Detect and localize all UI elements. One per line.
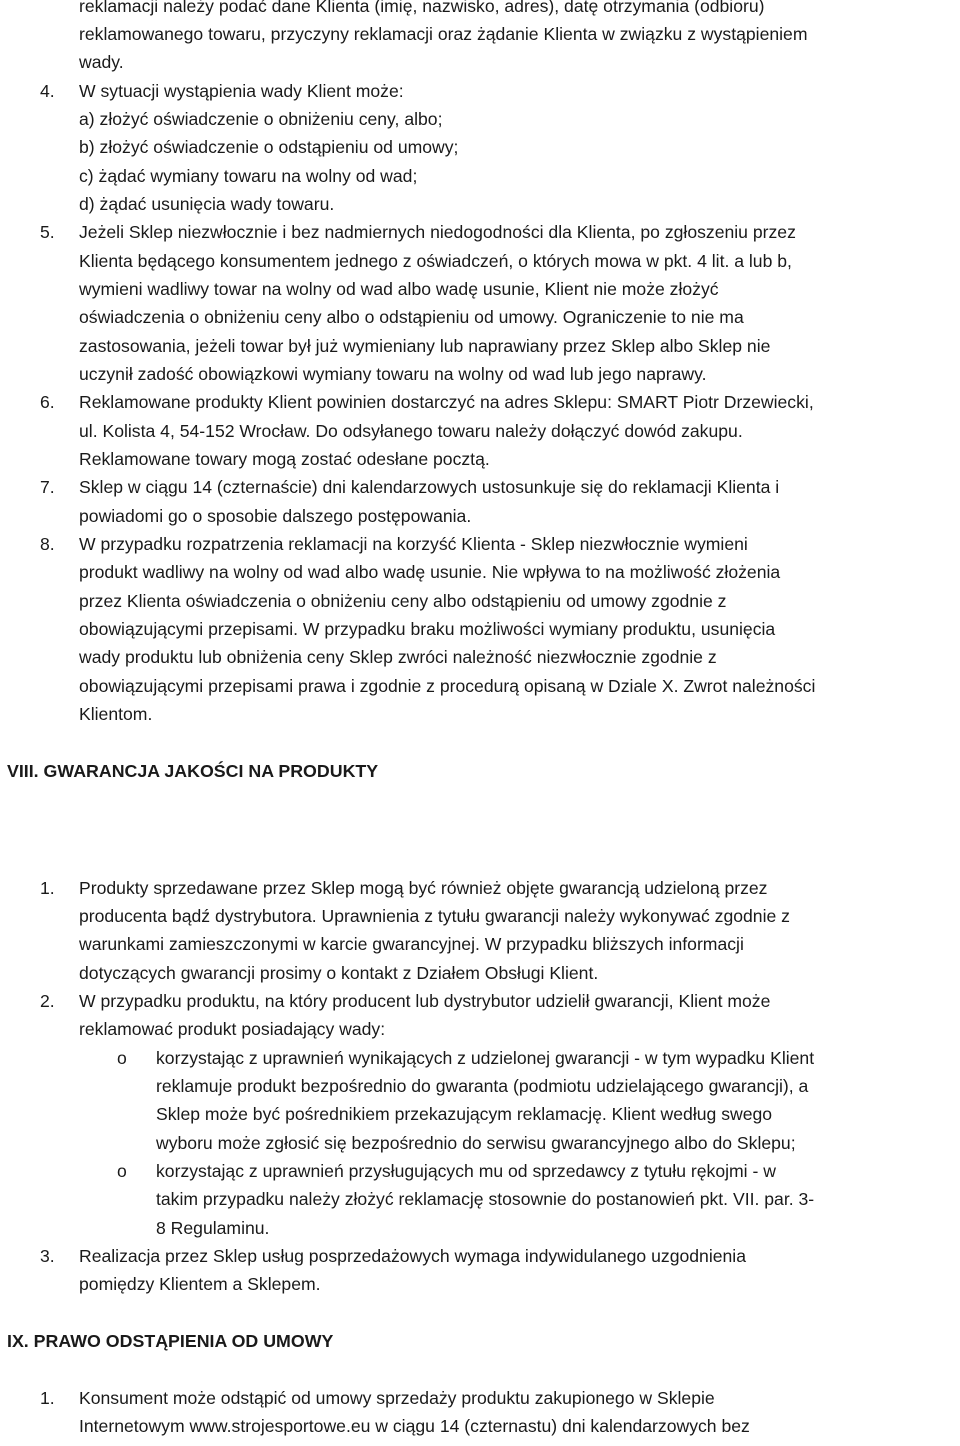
paragraph-line: ul. Kolista 4, 54-152 Wrocław. Do odsyłanego towaru należy dołączyć dowód zakupu.	[79, 421, 743, 441]
paragraph-line: Klientom.	[79, 704, 153, 724]
paragraph-line: reklamować produkt posiadający wady:	[79, 1019, 386, 1039]
paragraph-line: oświadczenia o obniżeniu ceny albo o odstąpieniu od umowy. Ograniczenie to nie ma	[79, 307, 744, 327]
paragraph-line: powiadomi go o sposobie dalszego postępowania.	[79, 506, 472, 526]
paragraph-line: wady.	[79, 52, 124, 72]
paragraph-line: zastosowania, jeżeli towar był już wymieniany lub naprawiany przez Sklep albo Sklep nie	[79, 336, 771, 356]
section-heading: IX. PRAWO ODSTĄPIENIA OD UMOWY	[7, 1331, 334, 1351]
paragraph-line: obowiązującymi przepisami. W przypadku braku możliwości wymiany produktu, usunięcia	[79, 619, 776, 639]
paragraph-line: Internetowym www.strojesportowe.eu w ciągu 14 (czternastu) dni kalendarzowych bez	[79, 1416, 750, 1436]
paragraph-line: uczynił zadość obowiązkowi wymiany towaru na wolny od wad lub jego naprawy.	[79, 364, 707, 384]
list-number: 8.	[40, 534, 55, 554]
paragraph-line: produkt wadliwy na wolny od wad albo wadę usunie. Nie wpływa to na możliwość złożenia	[79, 562, 781, 582]
paragraph-line: Jeżeli Sklep niezwłocznie i bez nadmiernych niedogodności dla Klienta, po zgłoszeniu przez	[79, 222, 796, 242]
paragraph-line: b) złożyć oświadczenie o odstąpieniu od umowy;	[79, 137, 459, 157]
paragraph-line: c) żądać wymiany towaru na wolny od wad;	[79, 166, 418, 186]
paragraph-line: wady produktu lub obniżenia ceny Sklep zwróci należność niezwłocznie zgodnie z	[79, 647, 717, 667]
paragraph-line: pomiędzy Klientem a Sklepem.	[79, 1274, 321, 1294]
list-number: 1.	[40, 878, 55, 898]
paragraph-line: Produkty sprzedawane przez Sklep mogą być również objęte gwarancją udzieloną przez	[79, 878, 768, 898]
sublist-line: korzystając z uprawnień przysługujących mu od sprzedawcy z tytułu rękojmi - w	[156, 1161, 776, 1181]
list-number: 3.	[40, 1246, 55, 1266]
sublist-line: Sklep może być pośrednikiem przekazującym reklamację. Klient według swego	[156, 1104, 773, 1124]
paragraph-line: Sklep w ciągu 14 (czternaście) dni kalendarzowych ustosunkuje się do reklamacji Klienta i	[79, 477, 780, 497]
sublist-line: 8 Regulaminu.	[156, 1218, 270, 1238]
paragraph-line: Konsument może odstąpić od umowy sprzedaży produktu zakupionego w Sklepie	[79, 1388, 715, 1408]
paragraph-line: warunkami zamieszczonymi w karcie gwarancyjnej. W przypadku bliższych informacji	[79, 934, 744, 954]
paragraph-line: dotyczących gwarancji prosimy o kontakt z Działem Obsługi Klient.	[79, 963, 599, 983]
sublist-line: korzystając z uprawnień wynikających z udzielonej gwarancji - w tym wypadku Klient	[156, 1048, 815, 1068]
paragraph-line: W przypadku produktu, na który producent lub dystrybutor udzielił gwarancji, Klient może	[79, 991, 771, 1011]
paragraph-line: przez Klienta oświadczenia o obniżeniu ceny albo odstąpieniu od umowy zgodnie z	[79, 591, 727, 611]
bullet-marker: o	[117, 1161, 127, 1181]
paragraph-line: Klienta będącego konsumentem jednego z oświadczeń, o których mowa w pkt. 4 lit. a lub b,	[79, 251, 792, 271]
section-heading: VIII. GWARANCJA JAKOŚCI NA PRODUKTY	[7, 761, 379, 781]
bullet-marker: o	[117, 1048, 127, 1068]
list-number: 6.	[40, 392, 55, 412]
list-number: 7.	[40, 477, 55, 497]
list-number: 2.	[40, 991, 55, 1011]
paragraph-line: Realizacja przez Sklep usług posprzedażowych wymaga indywidulanego uzgodnienia	[79, 1246, 746, 1266]
paragraph-line: wymieni wadliwy towar na wolny od wad albo wadę usunie, Klient nie może złożyć	[79, 279, 719, 299]
paragraph-line: W przypadku rozpatrzenia reklamacji na korzyść Klienta - Sklep niezwłocznie wymieni	[79, 534, 748, 554]
paragraph-line: reklamacji należy podać dane Klienta (imię, nazwisko, adres), datę otrzymania (odbioru)	[79, 0, 765, 16]
list-number: 4.	[40, 81, 55, 101]
sublist-line: wyboru może zgłosić się bezpośrednio do serwisu gwarancyjnego albo do Sklepu;	[156, 1133, 796, 1153]
paragraph-line: Reklamowane towary mogą zostać odesłane pocztą.	[79, 449, 490, 469]
sublist-line: takim przypadku należy złożyć reklamację stosownie do postanowień pkt. VII. par. 3-	[156, 1189, 815, 1209]
paragraph-line: d) żądać usunięcia wady towaru.	[79, 194, 335, 214]
sublist-line: reklamuje produkt bezpośrednio do gwaranta (podmiotu udzielającego gwarancji), a	[156, 1076, 809, 1096]
list-number: 5.	[40, 222, 55, 242]
paragraph-line: Reklamowane produkty Klient powinien dostarczyć na adres Sklepu: SMART Piotr Drzewiecki,	[79, 392, 814, 412]
paragraph-line: producenta bądź dystrybutora. Uprawnienia z tytułu gwarancji należy wykonywać zgodnie z	[79, 906, 790, 926]
paragraph-line: obowiązującymi przepisami prawa i zgodnie z procedurą opisaną w Dziale X. Zwrot należności	[79, 676, 816, 696]
paragraph-line: W sytuacji wystąpienia wady Klient może:	[79, 81, 404, 101]
list-number: 1.	[40, 1388, 55, 1408]
paragraph-line: a) złożyć oświadczenie o obniżeniu ceny, albo;	[79, 109, 443, 129]
paragraph-line: reklamowanego towaru, przyczyny reklamacji oraz żądanie Klienta w związku z wystąpieniem	[79, 24, 808, 44]
